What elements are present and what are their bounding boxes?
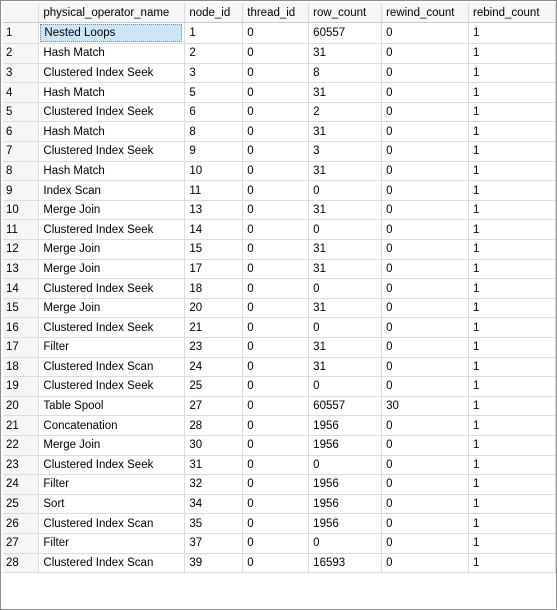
- table-row[interactable]: [3, 220, 556, 240]
- cell-row-count[interactable]: 0: [309, 377, 382, 397]
- cell-physical-operator-name[interactable]: Clustered Index Seek: [39, 220, 185, 240]
- cell-rewind-count[interactable]: 0: [382, 161, 469, 181]
- cell-rewind-count[interactable]: 0: [382, 494, 469, 514]
- cell-rewind-count[interactable]: 0: [382, 357, 469, 377]
- cell-thread-id[interactable]: 0: [243, 298, 309, 318]
- table-row[interactable]: [3, 514, 556, 534]
- table-row[interactable]: [3, 279, 556, 299]
- cell-physical-operator-name[interactable]: Clustered Index Scan: [39, 357, 185, 377]
- cell-rewind-count[interactable]: 0: [382, 377, 469, 397]
- cell-physical-operator-name[interactable]: Clustered Index Seek: [39, 279, 185, 299]
- cell-node-id[interactable]: 10: [185, 161, 243, 181]
- row-header[interactable]: 3: [3, 63, 39, 83]
- cell-thread-id[interactable]: 0: [243, 553, 309, 573]
- selected-cell-text: Nested Loops: [40, 24, 182, 42]
- table-row[interactable]: [3, 416, 556, 436]
- cell-thread-id[interactable]: 0: [243, 357, 309, 377]
- row-header[interactable]: 1: [3, 23, 39, 44]
- cell-rebind-count[interactable]: 1: [469, 259, 556, 279]
- table-row[interactable]: [3, 240, 556, 260]
- cell-node-id[interactable]: 8: [185, 122, 243, 142]
- table-row[interactable]: [3, 63, 556, 83]
- cell-row-count[interactable]: 0: [309, 181, 382, 201]
- cell-rebind-count[interactable]: 1: [469, 63, 556, 83]
- cell-rewind-count[interactable]: 0: [382, 318, 469, 338]
- cell-thread-id[interactable]: 0: [243, 435, 309, 455]
- cell-node-id[interactable]: 37: [185, 533, 243, 553]
- cell-rebind-count[interactable]: 1: [469, 23, 556, 44]
- cell-node-id[interactable]: 1: [185, 23, 243, 44]
- cell-node-id[interactable]: 18: [185, 279, 243, 299]
- cell-physical-operator-name[interactable]: Hash Match: [39, 161, 185, 181]
- cell-physical-operator-name[interactable]: Table Spool: [39, 396, 185, 416]
- cell-physical-operator-name[interactable]: Filter: [39, 533, 185, 553]
- cell-physical-operator-name[interactable]: Filter: [39, 338, 185, 358]
- cell-thread-id[interactable]: 0: [243, 494, 309, 514]
- table-row[interactable]: [3, 298, 556, 318]
- cell-physical-operator-name[interactable]: Hash Match: [39, 83, 185, 103]
- row-header[interactable]: 20: [3, 396, 39, 416]
- cell-rebind-count[interactable]: 1: [469, 494, 556, 514]
- cell-thread-id[interactable]: 0: [243, 142, 309, 162]
- row-header[interactable]: 15: [3, 298, 39, 318]
- cell-row-count[interactable]: 60557: [309, 23, 382, 44]
- table-row[interactable]: [3, 161, 556, 181]
- cell-rewind-count[interactable]: 0: [382, 259, 469, 279]
- cell-physical-operator-name[interactable]: Concatenation: [39, 416, 185, 436]
- column-header-thread-id[interactable]: thread_id: [243, 3, 309, 23]
- cell-thread-id[interactable]: 0: [243, 533, 309, 553]
- cell-rebind-count[interactable]: 1: [469, 455, 556, 475]
- cell-row-count[interactable]: 0: [309, 533, 382, 553]
- cell-thread-id[interactable]: 0: [243, 396, 309, 416]
- cell-node-id[interactable]: 21: [185, 318, 243, 338]
- cell-physical-operator-name[interactable]: Clustered Index Seek: [39, 455, 185, 475]
- cell-row-count[interactable]: 60557: [309, 396, 382, 416]
- cell-physical-operator-name[interactable]: Merge Join: [39, 435, 185, 455]
- cell-rewind-count[interactable]: 0: [382, 240, 469, 260]
- row-header[interactable]: 23: [3, 455, 39, 475]
- cell-rebind-count[interactable]: 1: [469, 416, 556, 436]
- cell-rewind-count[interactable]: 0: [382, 533, 469, 553]
- cell-rewind-count[interactable]: 0: [382, 142, 469, 162]
- cell-rewind-count[interactable]: 0: [382, 514, 469, 534]
- table-row[interactable]: [3, 455, 556, 475]
- cell-thread-id[interactable]: 0: [243, 514, 309, 534]
- row-header[interactable]: 11: [3, 220, 39, 240]
- cell-row-count[interactable]: 0: [309, 318, 382, 338]
- cell-thread-id[interactable]: 0: [243, 338, 309, 358]
- table-row[interactable]: [3, 338, 556, 358]
- table-row[interactable]: [3, 259, 556, 279]
- cell-node-id[interactable]: 5: [185, 83, 243, 103]
- cell-thread-id[interactable]: 0: [243, 220, 309, 240]
- cell-node-id[interactable]: 2: [185, 44, 243, 64]
- cell-rebind-count[interactable]: 1: [469, 475, 556, 495]
- cell-physical-operator-name[interactable]: Clustered Index Seek: [39, 102, 185, 122]
- cell-row-count[interactable]: 1956: [309, 475, 382, 495]
- cell-rewind-count[interactable]: 0: [382, 122, 469, 142]
- cell-rewind-count[interactable]: 0: [382, 200, 469, 220]
- column-header-rebind-count[interactable]: rebind_count: [469, 3, 556, 23]
- cell-node-id[interactable]: 23: [185, 338, 243, 358]
- cell-node-id[interactable]: 25: [185, 377, 243, 397]
- cell-rewind-count[interactable]: 0: [382, 23, 469, 44]
- cell-rewind-count[interactable]: 0: [382, 181, 469, 201]
- cell-rewind-count[interactable]: 0: [382, 83, 469, 103]
- cell-rebind-count[interactable]: 1: [469, 318, 556, 338]
- cell-rebind-count[interactable]: 1: [469, 83, 556, 103]
- row-header[interactable]: 5: [3, 102, 39, 122]
- cell-node-id[interactable]: 14: [185, 220, 243, 240]
- cell-row-count[interactable]: 1956: [309, 494, 382, 514]
- cell-rewind-count[interactable]: 0: [382, 553, 469, 573]
- cell-row-count[interactable]: 31: [309, 240, 382, 260]
- cell-physical-operator-name[interactable]: Hash Match: [39, 44, 185, 64]
- cell-rebind-count[interactable]: 1: [469, 514, 556, 534]
- cell-rewind-count[interactable]: 30: [382, 396, 469, 416]
- column-header-physical-operator-name[interactable]: physical_operator_name: [39, 3, 185, 23]
- cell-row-count[interactable]: 31: [309, 122, 382, 142]
- cell-rebind-count[interactable]: 1: [469, 298, 556, 318]
- cell-node-id[interactable]: 28: [185, 416, 243, 436]
- cell-row-count[interactable]: 31: [309, 259, 382, 279]
- cell-rebind-count[interactable]: 1: [469, 396, 556, 416]
- cell-row-count[interactable]: 31: [309, 357, 382, 377]
- cell-thread-id[interactable]: 0: [243, 83, 309, 103]
- cell-node-id[interactable]: 3: [185, 63, 243, 83]
- cell-rewind-count[interactable]: 0: [382, 416, 469, 436]
- cell-thread-id[interactable]: 0: [243, 63, 309, 83]
- cell-thread-id[interactable]: 0: [243, 161, 309, 181]
- row-header[interactable]: 28: [3, 553, 39, 573]
- cell-thread-id[interactable]: 0: [243, 259, 309, 279]
- cell-row-count[interactable]: 8: [309, 63, 382, 83]
- cell-row-count[interactable]: 2: [309, 102, 382, 122]
- table-row[interactable]: [3, 102, 556, 122]
- cell-rebind-count[interactable]: 1: [469, 338, 556, 358]
- cell-node-id[interactable]: 31: [185, 455, 243, 475]
- row-header[interactable]: 8: [3, 161, 39, 181]
- cell-node-id[interactable]: 24: [185, 357, 243, 377]
- cell-physical-operator-name[interactable]: Merge Join: [39, 240, 185, 260]
- table-row[interactable]: [3, 435, 556, 455]
- cell-rebind-count[interactable]: 1: [469, 102, 556, 122]
- header-row: [3, 3, 556, 23]
- row-header[interactable]: 14: [3, 279, 39, 299]
- cell-node-id[interactable]: 32: [185, 475, 243, 495]
- cell-rebind-count[interactable]: 1: [469, 279, 556, 299]
- table-row[interactable]: [3, 142, 556, 162]
- cell-rebind-count[interactable]: 1: [469, 377, 556, 397]
- cell-node-id[interactable]: 9: [185, 142, 243, 162]
- cell-row-count[interactable]: 3: [309, 142, 382, 162]
- cell-rebind-count[interactable]: 1: [469, 220, 556, 240]
- cell-rewind-count[interactable]: 0: [382, 63, 469, 83]
- cell-thread-id[interactable]: 0: [243, 475, 309, 495]
- cell-row-count[interactable]: 1956: [309, 416, 382, 436]
- cell-row-count[interactable]: 16593: [309, 553, 382, 573]
- cell-rewind-count[interactable]: 0: [382, 455, 469, 475]
- cell-rebind-count[interactable]: 1: [469, 181, 556, 201]
- cell-rewind-count[interactable]: 0: [382, 279, 469, 299]
- cell-rebind-count[interactable]: 1: [469, 435, 556, 455]
- cell-thread-id[interactable]: 0: [243, 44, 309, 64]
- cell-row-count[interactable]: 31: [309, 200, 382, 220]
- table-row[interactable]: [3, 475, 556, 495]
- row-header[interactable]: 9: [3, 181, 39, 201]
- table-row[interactable]: [3, 494, 556, 514]
- cell-row-count[interactable]: 1956: [309, 514, 382, 534]
- table-row[interactable]: [3, 83, 556, 103]
- cell-node-id[interactable]: 15: [185, 240, 243, 260]
- cell-node-id[interactable]: 30: [185, 435, 243, 455]
- cell-thread-id[interactable]: 0: [243, 102, 309, 122]
- table-row[interactable]: [3, 318, 556, 338]
- cell-physical-operator-name[interactable]: Clustered Index Scan: [39, 553, 185, 573]
- cell-rewind-count[interactable]: 0: [382, 435, 469, 455]
- cell-node-id[interactable]: 39: [185, 553, 243, 573]
- cell-thread-id[interactable]: 0: [243, 318, 309, 338]
- row-header[interactable]: 17: [3, 338, 39, 358]
- table-row[interactable]: [3, 377, 556, 397]
- row-header[interactable]: 22: [3, 435, 39, 455]
- cell-physical-operator-name[interactable]: Hash Match: [39, 122, 185, 142]
- cell-physical-operator-name[interactable]: Sort: [39, 494, 185, 514]
- results-grid: [3, 3, 556, 573]
- cell-rewind-count[interactable]: 0: [382, 44, 469, 64]
- cell-node-id[interactable]: 13: [185, 200, 243, 220]
- cell-row-count[interactable]: 0: [309, 455, 382, 475]
- row-header[interactable]: 26: [3, 514, 39, 534]
- cell-row-count[interactable]: 31: [309, 161, 382, 181]
- cell-physical-operator-name[interactable]: Filter: [39, 475, 185, 495]
- cell-row-count[interactable]: 1956: [309, 435, 382, 455]
- cell-rewind-count[interactable]: 0: [382, 338, 469, 358]
- cell-physical-operator-name[interactable]: Clustered Index Seek: [39, 318, 185, 338]
- corner-cell[interactable]: [3, 3, 39, 23]
- cell-physical-operator-name[interactable]: [39, 23, 185, 44]
- cell-thread-id[interactable]: 0: [243, 181, 309, 201]
- column-header-row-count[interactable]: row_count: [309, 3, 382, 23]
- cell-row-count[interactable]: 31: [309, 338, 382, 358]
- row-header[interactable]: 27: [3, 533, 39, 553]
- cell-rewind-count[interactable]: 0: [382, 102, 469, 122]
- cell-physical-operator-name[interactable]: Merge Join: [39, 200, 185, 220]
- table-row[interactable]: [3, 533, 556, 553]
- cell-rebind-count[interactable]: 1: [469, 142, 556, 162]
- cell-thread-id[interactable]: 0: [243, 240, 309, 260]
- row-header[interactable]: 21: [3, 416, 39, 436]
- table-row[interactable]: [3, 200, 556, 220]
- cell-rewind-count[interactable]: 0: [382, 298, 469, 318]
- row-header[interactable]: 24: [3, 475, 39, 495]
- table-row[interactable]: [3, 396, 556, 416]
- column-header-rewind-count[interactable]: rewind_count: [382, 3, 469, 23]
- cell-row-count[interactable]: 31: [309, 44, 382, 64]
- cell-rebind-count[interactable]: 1: [469, 240, 556, 260]
- row-header[interactable]: 16: [3, 318, 39, 338]
- cell-physical-operator-name[interactable]: Clustered Index Seek: [39, 63, 185, 83]
- table-row[interactable]: [3, 44, 556, 64]
- row-header[interactable]: 10: [3, 200, 39, 220]
- row-header[interactable]: 18: [3, 357, 39, 377]
- cell-thread-id[interactable]: 0: [243, 23, 309, 44]
- cell-thread-id[interactable]: 0: [243, 455, 309, 475]
- row-header[interactable]: 2: [3, 44, 39, 64]
- row-header[interactable]: 19: [3, 377, 39, 397]
- cell-physical-operator-name[interactable]: Clustered Index Seek: [39, 142, 185, 162]
- cell-thread-id[interactable]: 0: [243, 200, 309, 220]
- table-row[interactable]: [3, 122, 556, 142]
- cell-node-id[interactable]: 27: [185, 396, 243, 416]
- cell-rebind-count[interactable]: 1: [469, 533, 556, 553]
- cell-node-id[interactable]: 6: [185, 102, 243, 122]
- cell-physical-operator-name[interactable]: Index Scan: [39, 181, 185, 201]
- row-header[interactable]: 12: [3, 240, 39, 260]
- cell-rebind-count[interactable]: 1: [469, 357, 556, 377]
- row-header[interactable]: 7: [3, 142, 39, 162]
- cell-thread-id[interactable]: 0: [243, 279, 309, 299]
- cell-physical-operator-name[interactable]: Clustered Index Scan: [39, 514, 185, 534]
- cell-rebind-count[interactable]: 1: [469, 200, 556, 220]
- cell-node-id[interactable]: 34: [185, 494, 243, 514]
- row-header[interactable]: 6: [3, 122, 39, 142]
- cell-physical-operator-name[interactable]: Merge Join: [39, 259, 185, 279]
- cell-row-count[interactable]: 0: [309, 279, 382, 299]
- row-header[interactable]: 13: [3, 259, 39, 279]
- cell-rebind-count[interactable]: 1: [469, 553, 556, 573]
- cell-node-id[interactable]: 20: [185, 298, 243, 318]
- cell-rewind-count[interactable]: 0: [382, 220, 469, 240]
- cell-node-id[interactable]: 11: [185, 181, 243, 201]
- cell-thread-id[interactable]: 0: [243, 416, 309, 436]
- cell-thread-id[interactable]: 0: [243, 122, 309, 142]
- cell-node-id[interactable]: 17: [185, 259, 243, 279]
- cell-rebind-count[interactable]: 1: [469, 44, 556, 64]
- column-header-node-id[interactable]: node_id: [185, 3, 243, 23]
- cell-node-id[interactable]: 35: [185, 514, 243, 534]
- table-row[interactable]: [3, 553, 556, 573]
- cell-physical-operator-name[interactable]: Clustered Index Seek: [39, 377, 185, 397]
- cell-rebind-count[interactable]: 1: [469, 161, 556, 181]
- row-header[interactable]: 25: [3, 494, 39, 514]
- cell-row-count[interactable]: 31: [309, 83, 382, 103]
- table-row[interactable]: [3, 181, 556, 201]
- cell-rebind-count[interactable]: 1: [469, 122, 556, 142]
- table-row[interactable]: [3, 357, 556, 377]
- cell-row-count[interactable]: 31: [309, 298, 382, 318]
- cell-rewind-count[interactable]: 0: [382, 475, 469, 495]
- table-row[interactable]: [3, 23, 556, 44]
- cell-physical-operator-name[interactable]: Merge Join: [39, 298, 185, 318]
- cell-row-count[interactable]: 0: [309, 220, 382, 240]
- row-header[interactable]: 4: [3, 83, 39, 103]
- cell-thread-id[interactable]: 0: [243, 377, 309, 397]
